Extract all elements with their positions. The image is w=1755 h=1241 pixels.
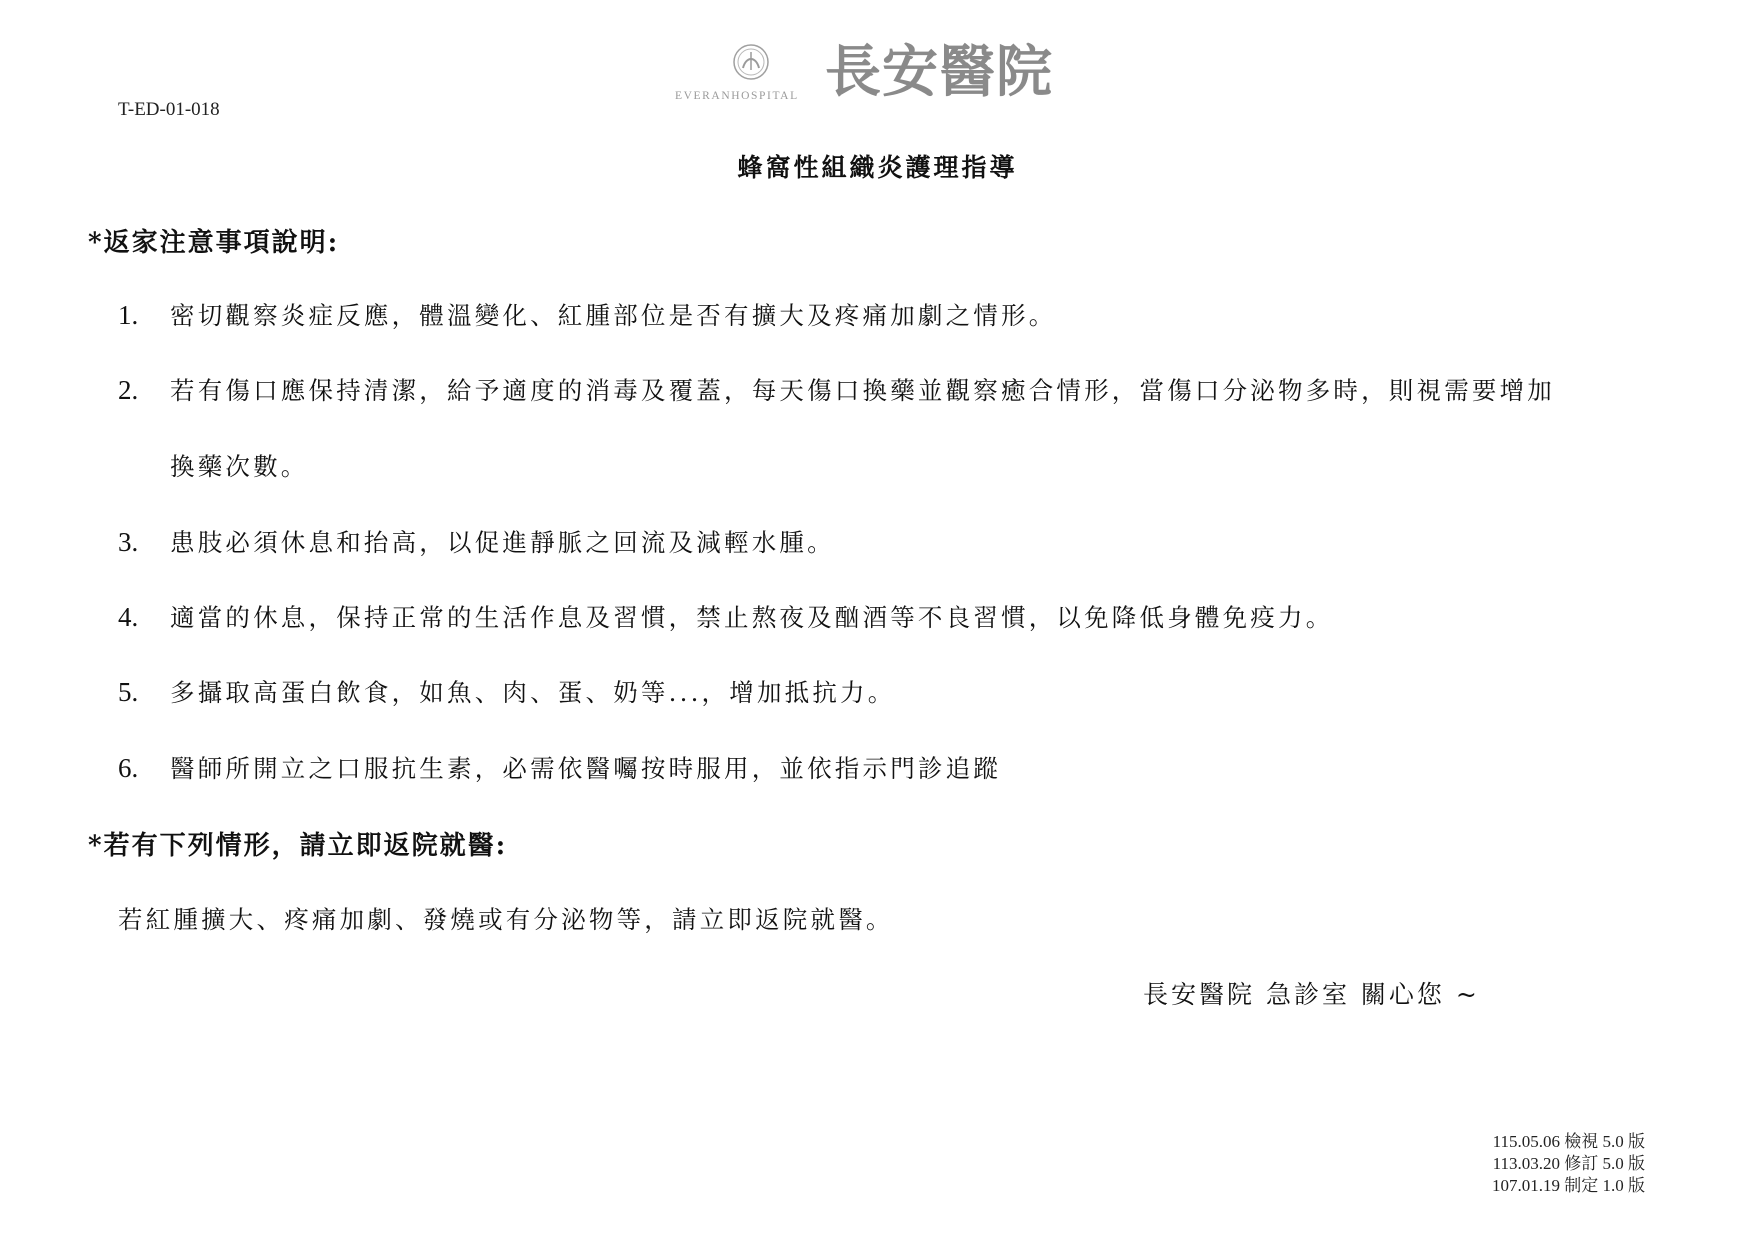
list-item	[118, 674, 895, 709]
list-item	[118, 750, 1001, 785]
list-item	[118, 524, 835, 559]
logo-chinese-name: 長安醫院	[825, 40, 1053, 105]
list-item-number: 2.	[118, 375, 139, 405]
document-code: T-ED-01-018	[118, 99, 220, 120]
closing-message: 長安醫院 急診室 關心您 ~	[1143, 980, 1480, 1009]
section-heading-home-care: *返家注意事項說明:	[88, 228, 340, 258]
list-item-text: 密切觀察炎症反應，體溫變化、紅腫部位是否有擴大及疼痛加劇之情形。	[170, 301, 1057, 330]
list-item-text: 多攝取高蛋白飲食，如魚、肉、蛋、奶等...，增加抵抗力。	[170, 678, 896, 707]
list-item	[118, 599, 1333, 634]
return-to-hospital-text: 若紅腫擴大、疼痛加劇、發燒或有分泌物等，請立即返院就醫。	[118, 905, 894, 934]
list-item-text: 醫師所開立之口服抗生素，必需依醫囑按時服用，並依指示門診追蹤	[170, 754, 1001, 783]
hospital-emblem-icon	[731, 42, 771, 82]
version-line: 113.03.20 修訂 5.0 版	[1492, 1154, 1645, 1173]
list-item-number: 1.	[118, 300, 139, 330]
version-line: 115.05.06 檢視 5.0 版	[1492, 1132, 1645, 1151]
list-item-text: 患肢必須休息和抬高，以促進靜脈之回流及減輕水腫。	[170, 528, 835, 557]
list-item-number: 3.	[118, 527, 139, 557]
version-history	[1492, 1131, 1645, 1197]
list-item-continuation: 換藥次數。	[170, 452, 309, 481]
logo-english-name: EVERANHOSPITAL	[675, 90, 799, 102]
hospital-logo	[675, 42, 1085, 108]
version-line: 107.01.19 制定 1.0 版	[1492, 1176, 1645, 1195]
document-title: 蜂窩性組織炎護理指導	[737, 153, 1018, 182]
list-item	[118, 372, 1555, 407]
list-item	[118, 297, 1056, 332]
list-item-number: 4.	[118, 602, 139, 632]
list-item-number: 6.	[118, 753, 139, 783]
list-item-number: 5.	[118, 677, 139, 707]
section-heading-return-to-hospital: *若有下列情形，請立即返院就醫:	[88, 831, 508, 861]
list-item-text: 若有傷口應保持清潔，給予適度的消毒及覆蓋，每天傷口換藥並觀察癒合情形，當傷口分泌物多時，則視需要增加	[170, 376, 1555, 405]
list-item-text: 適當的休息，保持正常的生活作息及習慣，禁止熬夜及酗酒等不良習慣，以免降低身體免疫力。	[170, 603, 1334, 632]
